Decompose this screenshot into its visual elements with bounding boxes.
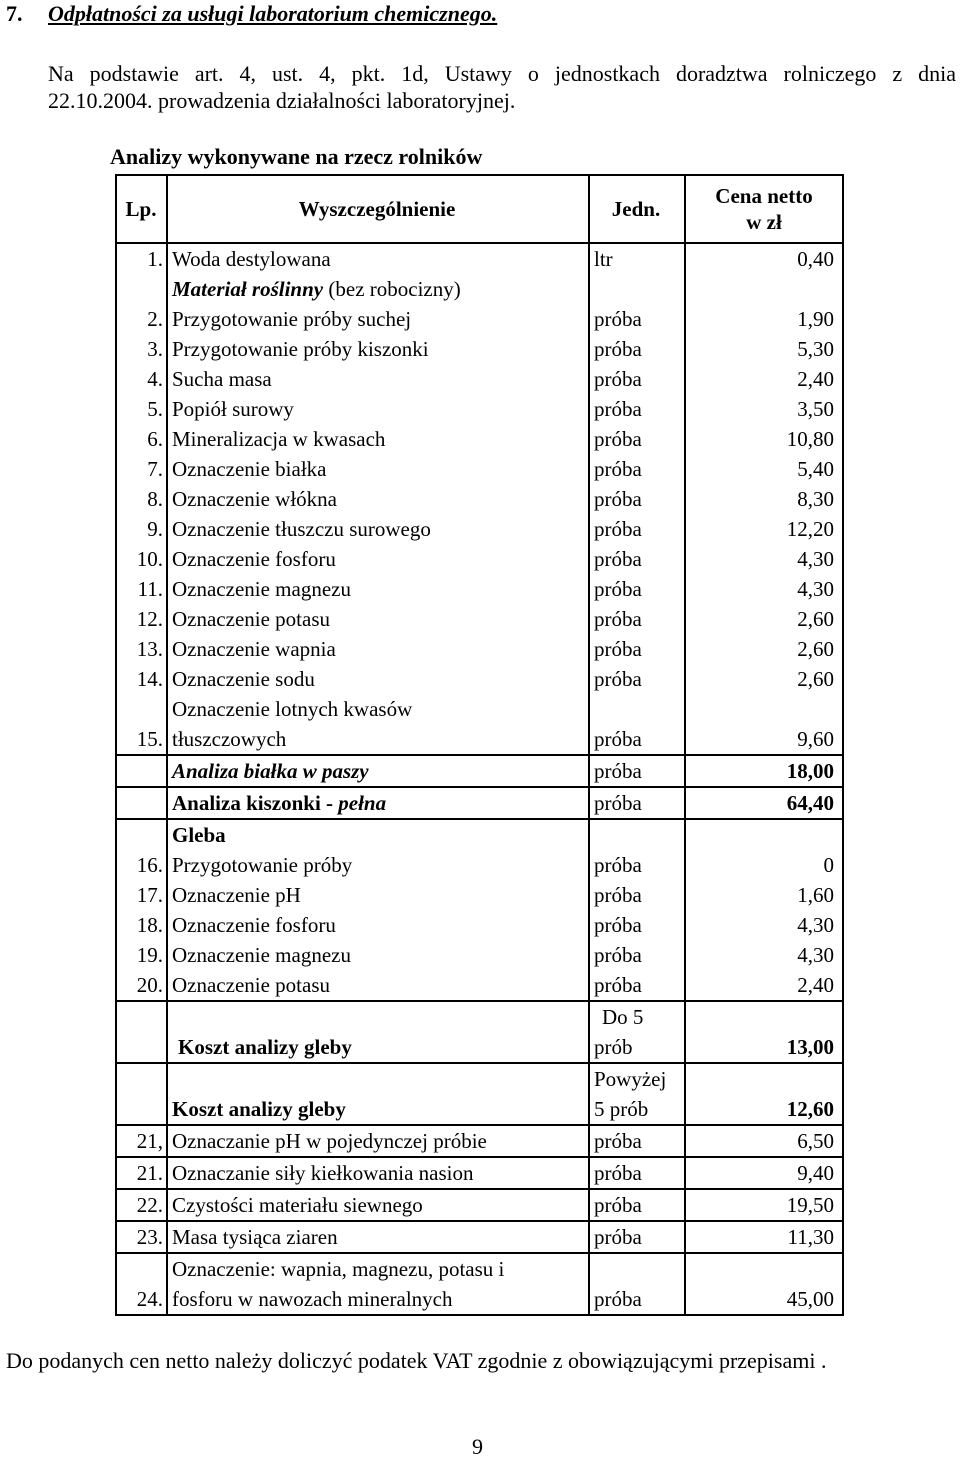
row-price: 9,60 <box>685 694 843 755</box>
row-unit: próba <box>589 910 685 940</box>
row-lp: 19. <box>116 940 167 970</box>
row-unit-line-1: Powyżej <box>594 1067 667 1091</box>
row-unit: próba <box>589 940 685 970</box>
row-price: 12,60 <box>685 1063 843 1125</box>
table-row <box>116 364 843 394</box>
row-description: Oznaczenie potasu <box>167 604 589 634</box>
header-lp: Lp. <box>116 175 167 243</box>
row-unit: próba <box>589 544 685 574</box>
row-unit <box>589 1001 685 1063</box>
row-description: Oznaczenie magnezu <box>167 574 589 604</box>
row-description <box>167 1253 589 1315</box>
table-row <box>116 304 843 334</box>
row-description-text: Koszt analizy gleby <box>178 1035 352 1059</box>
row-description: Popiół surowy <box>167 394 589 424</box>
table-row <box>116 424 843 454</box>
price-table <box>115 174 844 1316</box>
row-unit-line-2: prób <box>594 1035 633 1059</box>
table-row <box>116 1125 843 1157</box>
row-lp: 1. <box>116 243 167 274</box>
table-row <box>116 787 843 819</box>
row-price: 19,50 <box>685 1189 843 1221</box>
row-description: Oznaczenie pH <box>167 880 589 910</box>
row-price: 4,30 <box>685 544 843 574</box>
row-description <box>167 694 589 755</box>
row-description-line-1: Oznaczenie: wapnia, magnezu, potasu i <box>172 1257 505 1281</box>
row-unit: ltr <box>589 243 685 274</box>
table-row <box>116 1253 843 1315</box>
row-lp: 20. <box>116 970 167 1001</box>
row-unit: próba <box>589 1157 685 1189</box>
row-unit: próba <box>589 394 685 424</box>
section-heading <box>6 0 497 28</box>
table-row <box>116 484 843 514</box>
row-description-text: Analiza białka w paszy <box>172 759 369 783</box>
table-row <box>116 514 843 544</box>
row-description: Oznaczenie potasu <box>167 970 589 1001</box>
table-row <box>116 1189 843 1221</box>
header-price <box>685 175 843 243</box>
row-description: Przygotowanie próby suchej <box>167 304 589 334</box>
row-description: Oznaczenie białka <box>167 454 589 484</box>
row-lp: 7. <box>116 454 167 484</box>
row-description-line-2: fosforu w nawozach mineralnych <box>172 1287 453 1311</box>
row-lp: 9. <box>116 514 167 544</box>
row-description: Sucha masa <box>167 364 589 394</box>
row-description: Oznaczenie tłuszczu surowego <box>167 514 589 544</box>
row-price: 2,60 <box>685 634 843 664</box>
table-row <box>116 1063 843 1125</box>
row-price: 4,30 <box>685 910 843 940</box>
row-lp: 13. <box>116 634 167 664</box>
row-price: 12,20 <box>685 514 843 544</box>
page-number: 9 <box>472 1434 483 1459</box>
row-price: 4,30 <box>685 574 843 604</box>
row-description-italic: pełna <box>338 791 387 815</box>
row-price: 1,90 <box>685 304 843 334</box>
row-description: Oznaczenie fosforu <box>167 544 589 574</box>
table-row <box>116 334 843 364</box>
row-lp: 17. <box>116 880 167 910</box>
row-description: Masa tysiąca ziaren <box>167 1221 589 1253</box>
row-unit-line-1: Do 5 <box>602 1005 644 1029</box>
row-description <box>167 1063 589 1125</box>
row-price: 13,00 <box>685 1001 843 1063</box>
table-row <box>116 664 843 694</box>
row-unit: próba <box>589 634 685 664</box>
row-unit: próba <box>589 850 685 880</box>
table-caption: Analizy wykonywane na rzecz rolników <box>110 144 483 169</box>
row-unit: próba <box>589 304 685 334</box>
row-lp: 16. <box>116 850 167 880</box>
row-price: 5,30 <box>685 334 843 364</box>
table-row <box>116 694 843 755</box>
row-price: 2,60 <box>685 664 843 694</box>
table-row <box>116 880 843 910</box>
row-lp: 6. <box>116 424 167 454</box>
table-row <box>116 544 843 574</box>
table-row <box>116 394 843 424</box>
row-price: 1,60 <box>685 880 843 910</box>
row-description: Woda destylowana <box>167 243 589 274</box>
row-description: Mineralizacja w kwasach <box>167 424 589 454</box>
table-row <box>116 634 843 664</box>
table-row <box>116 604 843 634</box>
row-price: 5,40 <box>685 454 843 484</box>
row-price: 2,60 <box>685 604 843 634</box>
row-unit: próba <box>589 1125 685 1157</box>
row-description <box>167 1001 589 1063</box>
row-unit: próba <box>589 880 685 910</box>
table-row <box>116 850 843 880</box>
row-description: Oznaczenie magnezu <box>167 940 589 970</box>
header-description: Wyszczególnienie <box>167 175 589 243</box>
row-unit: próba <box>589 364 685 394</box>
row-description <box>167 787 589 819</box>
row-price: 45,00 <box>685 1253 843 1315</box>
row-price: 9,40 <box>685 1157 843 1189</box>
row-lp: 24. <box>116 1253 167 1315</box>
row-description: Oznaczenie wapnia <box>167 634 589 664</box>
row-lp: 11. <box>116 574 167 604</box>
row-unit: próba <box>589 574 685 604</box>
table-header-row <box>116 175 843 243</box>
row-lp: 10. <box>116 544 167 574</box>
row-description-bold: Analiza kiszonki - <box>172 791 339 815</box>
row-unit-line-2: 5 prób <box>594 1097 649 1121</box>
row-lp: 23. <box>116 1221 167 1253</box>
row-description-text: Koszt analizy gleby <box>172 1097 346 1121</box>
table-row <box>116 910 843 940</box>
row-price: 6,50 <box>685 1125 843 1157</box>
row-lp: 22. <box>116 1189 167 1221</box>
row-description: Oznaczenie włókna <box>167 484 589 514</box>
table-row <box>116 970 843 1001</box>
section-label-bold: Gleba <box>172 823 226 847</box>
row-price: 8,30 <box>685 484 843 514</box>
header-price-line-1: Cena netto <box>715 184 813 208</box>
row-unit: próba <box>589 334 685 364</box>
row-price: 0,40 <box>685 243 843 274</box>
row-price: 10,80 <box>685 424 843 454</box>
section-label-italic: Materiał roślinny <box>172 277 324 301</box>
row-price: 2,40 <box>685 364 843 394</box>
row-price: 2,40 <box>685 970 843 1001</box>
row-price: 18,00 <box>685 755 843 787</box>
table-row <box>116 1001 843 1063</box>
row-description: Oznaczenie sodu <box>167 664 589 694</box>
section-label <box>167 274 589 304</box>
table-row <box>116 454 843 484</box>
row-lp: 21, <box>116 1125 167 1157</box>
header-price-line-2: w zł <box>746 210 782 234</box>
row-unit: próba <box>589 755 685 787</box>
table-row <box>116 574 843 604</box>
intro-line-2: 22.10.2004. prowadzenia działalności laboratoryjnej. <box>48 88 516 113</box>
row-unit: próba <box>589 970 685 1001</box>
row-lp: 3. <box>116 334 167 364</box>
vat-footnote: Do podanych cen netto należy doliczyć podatek VAT zgodnie z obowiązującymi przepisami . <box>6 1348 827 1373</box>
row-description: Czystości materiału siewnego <box>167 1189 589 1221</box>
table-row <box>116 1157 843 1189</box>
row-lp: 2. <box>116 304 167 334</box>
row-unit: próba <box>589 454 685 484</box>
row-lp: 21. <box>116 1157 167 1189</box>
section-label-plain: (bez robocizny) <box>323 277 461 301</box>
row-price: 0 <box>685 850 843 880</box>
row-description: Przygotowanie próby <box>167 850 589 880</box>
row-unit: próba <box>589 604 685 634</box>
row-description: Oznaczanie siły kiełkowania nasion <box>167 1157 589 1189</box>
row-lp: 8. <box>116 484 167 514</box>
row-lp: 18. <box>116 910 167 940</box>
row-price: 4,30 <box>685 940 843 970</box>
row-lp: 4. <box>116 364 167 394</box>
header-unit: Jedn. <box>589 175 685 243</box>
row-unit: próba <box>589 514 685 544</box>
row-unit: próba <box>589 1221 685 1253</box>
row-unit: próba <box>589 694 685 755</box>
row-price: 64,40 <box>685 787 843 819</box>
section-row-soil <box>116 819 843 850</box>
row-unit: próba <box>589 424 685 454</box>
intro-line-1: Na podstawie art. 4, ust. 4, pkt. 1d, Ustawy o jednostkach doradztwa rolniczego z dnia <box>48 61 956 86</box>
row-description: Oznaczenie fosforu <box>167 910 589 940</box>
row-lp: 15. <box>116 694 167 755</box>
row-lp: 5. <box>116 394 167 424</box>
section-number: 7. <box>6 1 23 26</box>
section-row-plant-material <box>116 274 843 304</box>
table-row <box>116 755 843 787</box>
section-label <box>167 819 589 850</box>
section-title-text: Odpłatności za usługi laboratorium chemicznego. <box>48 1 498 26</box>
table-row <box>116 940 843 970</box>
row-unit: próba <box>589 484 685 514</box>
row-description: Przygotowanie próby kiszonki <box>167 334 589 364</box>
row-description <box>167 755 589 787</box>
row-unit: próba <box>589 1253 685 1315</box>
row-unit: próba <box>589 787 685 819</box>
table-row <box>116 243 843 274</box>
row-price: 11,30 <box>685 1221 843 1253</box>
row-unit <box>589 1063 685 1125</box>
row-unit: próba <box>589 1189 685 1221</box>
row-lp: 14. <box>116 664 167 694</box>
row-description-line-2: tłuszczowych <box>172 727 287 751</box>
row-unit: próba <box>589 664 685 694</box>
row-price: 3,50 <box>685 394 843 424</box>
row-lp: 12. <box>116 604 167 634</box>
row-description-line-1: Oznaczenie lotnych kwasów <box>172 697 413 721</box>
row-description: Oznaczanie pH w pojedynczej próbie <box>167 1125 589 1157</box>
table-row <box>116 1221 843 1253</box>
